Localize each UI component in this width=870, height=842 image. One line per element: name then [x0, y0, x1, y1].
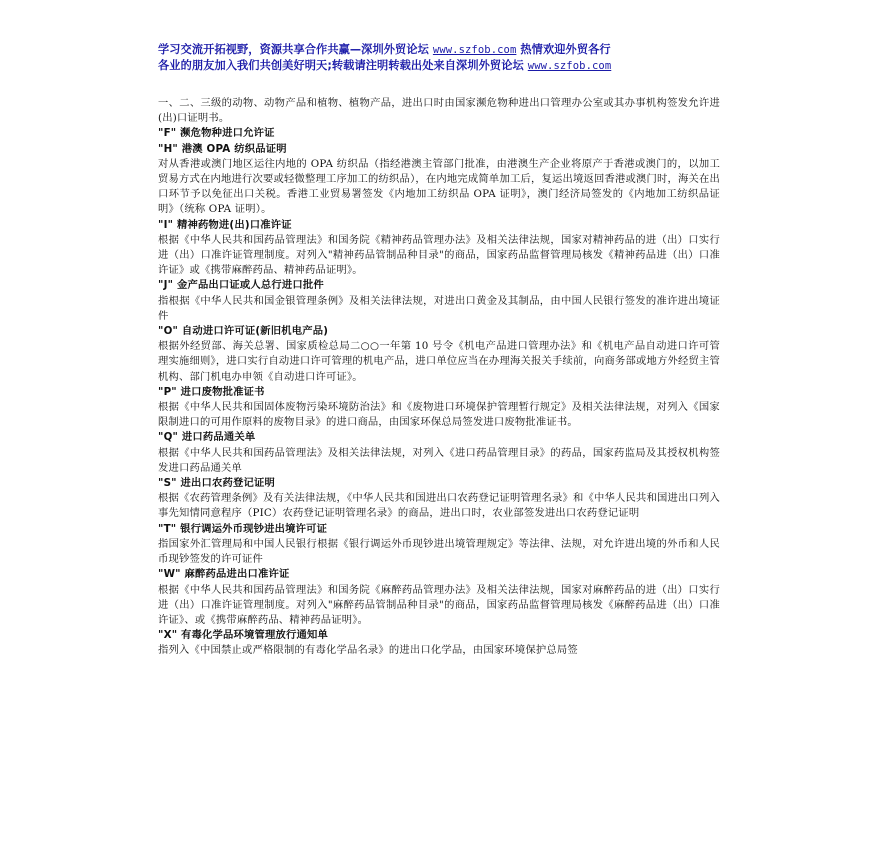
header-line-2 [158, 58, 720, 74]
section-text-x: 指列入《中国禁止或严格限制的有毒化学品名录》的进出口化学品，由国家环境保护总局签 [158, 644, 578, 657]
section-heading-x: "X" 有毒化学品环境管理放行通知单 [158, 629, 329, 642]
section-heading-j: "J" 金产品出口证或人总行进口批件 [158, 279, 324, 292]
section-text-t: 指国家外汇管理局和中国人民银行根据《银行调运外币现钞进出境管理规定》等法律、法规，对允许进出境的外币和人民币现钞签发的许可证件 [158, 537, 720, 566]
section-heading-w: "W" 麻醉药品进出口准许证 [158, 568, 290, 581]
document-page [158, 42, 720, 659]
header-line-1-text: 学习交流开拓视野，资源共享合作共赢—深圳外贸论坛 [158, 43, 433, 56]
section-text-p: 根据《中华人民共和国固体废物污染环境防治法》和《废物进口环境保护管理暂行规定》及相关法律法规，对列入《国家限制进口的可用作原料的废物目录》的进口商品，由国家环保总局签发进口废物批准证书。 [158, 401, 720, 429]
section-text-q: 根据《中华人民共和国药品管理法》及相关法律法规，对列入《进口药品管理目录》的药品，国家药监局及其授权机构签发进口药品通关单 [158, 446, 720, 474]
section-heading-i: "I" 精神药物进(出)口准许证 [158, 218, 292, 231]
header-line-1 [158, 42, 720, 58]
section-heading-o: "O" 自动进口许可证(新旧机电产品) [158, 325, 329, 338]
header-url-link[interactable]: www.szfob.com [432, 44, 517, 56]
section-heading-q: "Q" 进口药品通关单 [158, 431, 256, 444]
header-line-1-tail: 热情欢迎外贸各行 [516, 43, 611, 56]
forum-header [158, 42, 720, 74]
header-url-link-2[interactable]: www.szfob.com [527, 60, 612, 72]
section-heading-s: "S" 进出口农药登记证明 [158, 477, 276, 490]
section-heading-h: "H" 港澳 OPA 纺织品证明 [158, 142, 287, 155]
section-heading-p: "P" 进口废物批准证书 [158, 385, 265, 398]
section-heading-t: "T" 银行调运外币现钞进出境许可证 [158, 522, 328, 535]
header-line-2-text: 各业的朋友加入我们共创美好明天;转载请注明转载出处来自深圳外贸论坛 [158, 59, 528, 72]
section-text-w: 根据《中华人民共和国药品管理法》和国务院《麻醉药品管理办法》及相关法律法规，国家对麻醉药品的进（出）口实行进（出）口准许证管理制度。对列入"麻醉药品管制品种目录"的商品，国家药品监督管理局核发《麻醉药品进（出）口准许证》、或《携带麻醉药品、精神药品证明》。 [158, 583, 720, 626]
document-body [158, 96, 720, 659]
section-text-j: 指根据《中华人民共和国金银管理条例》及相关法律法规，对进出口黄金及其制品，由中国人民银行签发的准许进出境证件 [158, 294, 720, 322]
section-text-h: 对从香港或澳门地区运往内地的 OPA 纺织品（指经港澳主管部门批准，由港澳生产企业将原产于香港或澳门的，以加工贸易方式在内地进行次要或轻微整理工序加工的纺织品），在内地完成简单加工后，复运出境返回香港或澳门时，海关在出口环节予以免征出口关税。香港工业贸易署签发《内地加工纺织品 OPA 证明》，澳门经济局签发的《内地加工纺织品证明》（统称 OPA 证明）。 [158, 157, 720, 216]
intro-paragraph: 一、二、三级的动物、动物产品和植物、植物产品，进出口时由国家濒危物种进出口管理办公室或其办事机构签发允许进(出)口证明书。 [158, 97, 720, 125]
section-heading-f: "F" 濒危物种进口允许证 [158, 127, 275, 140]
section-text-o: 根据外经贸部、海关总署、国家质检总局二○○一年第 10 号令《机电产品进口管理办法》和《机电产品自动进口许可管理实施细则》，进口实行自动进口许可管理的机电产品，进口单位应当在办理海关报关手续前，向商务部或地方外经贸主管机构、部门机电办申领《自动进口许可证》。 [158, 340, 720, 383]
section-text-i: 根据《中华人民共和国药品管理法》和国务院《精神药品管理办法》及相关法律法规，国家对精神药品的进（出）口实行进（出）口准许证管理制度。对列入"精神药品管制品种目录"的商品，国家药品监督管理局核发《精神药品进（出）口准许证》或《携带麻醉药品、精神药品证明》。 [158, 233, 720, 277]
section-text-s: 根据《农药管理条例》及有关法律法规，《中华人民共和国进出口农药登记证明管理名录》和《中华人民共和国进出口列入事先知情同意程序（PIC）农药登记证明管理名录》的商品，进出口时，农业部签发进出口农药登记证明 [158, 492, 720, 520]
